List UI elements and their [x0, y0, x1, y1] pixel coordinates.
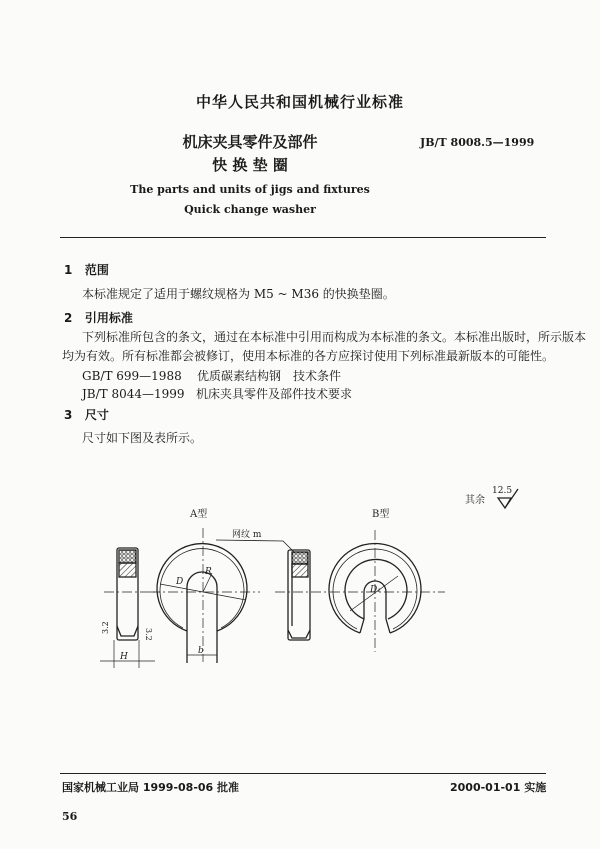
roughness-side-left: 3.2: [101, 621, 110, 634]
section-num: 2: [64, 311, 73, 325]
doc-title-line1: 机床夹具零件及部件: [182, 133, 318, 151]
section-title: 引用标准: [84, 311, 133, 325]
reference-title: 优质碳素结构钢 技术条件: [196, 369, 341, 383]
approval-info: 国家机械工业局 1999-08-06 批准: [62, 781, 240, 794]
paragraph: 下列标准所包含的条文，通过在本标准中引用而构成为本标准的条文。本标准出版时，所示版本: [82, 330, 587, 344]
quick-change-washer-drawing: [0, 470, 600, 680]
type-a-label: A型: [190, 509, 208, 520]
type-a-front-view: [150, 528, 260, 663]
dim-d1: D₁: [370, 585, 381, 595]
section-title: 范围: [84, 263, 109, 277]
doc-title-line2: 快 换 垫 圈: [212, 156, 288, 174]
section-3-heading: [64, 406, 109, 423]
reference-item: [82, 385, 352, 402]
type-a-side-view: [100, 548, 160, 668]
paragraph: 本标准规定了适用于螺纹规格为 M5 ~ M36 的快换垫圈。: [82, 287, 395, 301]
standard-number: JB/T 8008.5—1999: [420, 136, 535, 149]
reference-item: [82, 367, 341, 384]
dim-r: R: [205, 567, 212, 577]
implementation-date: 2000-01-01 实施: [450, 781, 547, 794]
section-2-heading: [64, 309, 133, 326]
section-1-heading: [64, 261, 109, 278]
roughness-value: 12.5: [492, 486, 513, 496]
page-number: 56: [62, 810, 78, 823]
knurl-label: 网纹 m: [232, 530, 262, 540]
header-divider: [60, 237, 546, 238]
footer-divider: [60, 773, 546, 774]
reference-code: JB/T 8044—1999: [82, 387, 185, 401]
remaining-surface-label: 其余: [465, 495, 485, 506]
type-b-front-view: [329, 530, 445, 652]
section-num: 3: [64, 408, 73, 422]
section-num: 1: [64, 263, 73, 277]
dim-d: D: [176, 577, 184, 587]
english-title-line2: Quick change washer: [184, 203, 316, 216]
reference-title: 机床夹具零件及部件技术要求: [196, 387, 353, 401]
org-title: 中华人民共和国机械行业标准: [195, 93, 404, 111]
section-title: 尺寸: [84, 408, 109, 422]
paragraph: 尺寸如下图及表所示。: [82, 431, 203, 445]
dim-b: b: [198, 646, 204, 656]
knurl-leader: [216, 540, 294, 552]
type-b-side-view: [275, 550, 326, 640]
roughness-side-right: 3.2: [144, 628, 153, 641]
type-b-label: B型: [372, 509, 390, 520]
english-title-line1: The parts and units of jigs and fixtures: [130, 183, 370, 196]
paragraph: 均为有效。所有标准都会被修订，使用本标准的各方应探讨使用下列标准最新版本的可能性。: [62, 349, 555, 363]
reference-code: GB/T 699—1988: [82, 369, 182, 383]
dim-h: H: [120, 652, 128, 662]
